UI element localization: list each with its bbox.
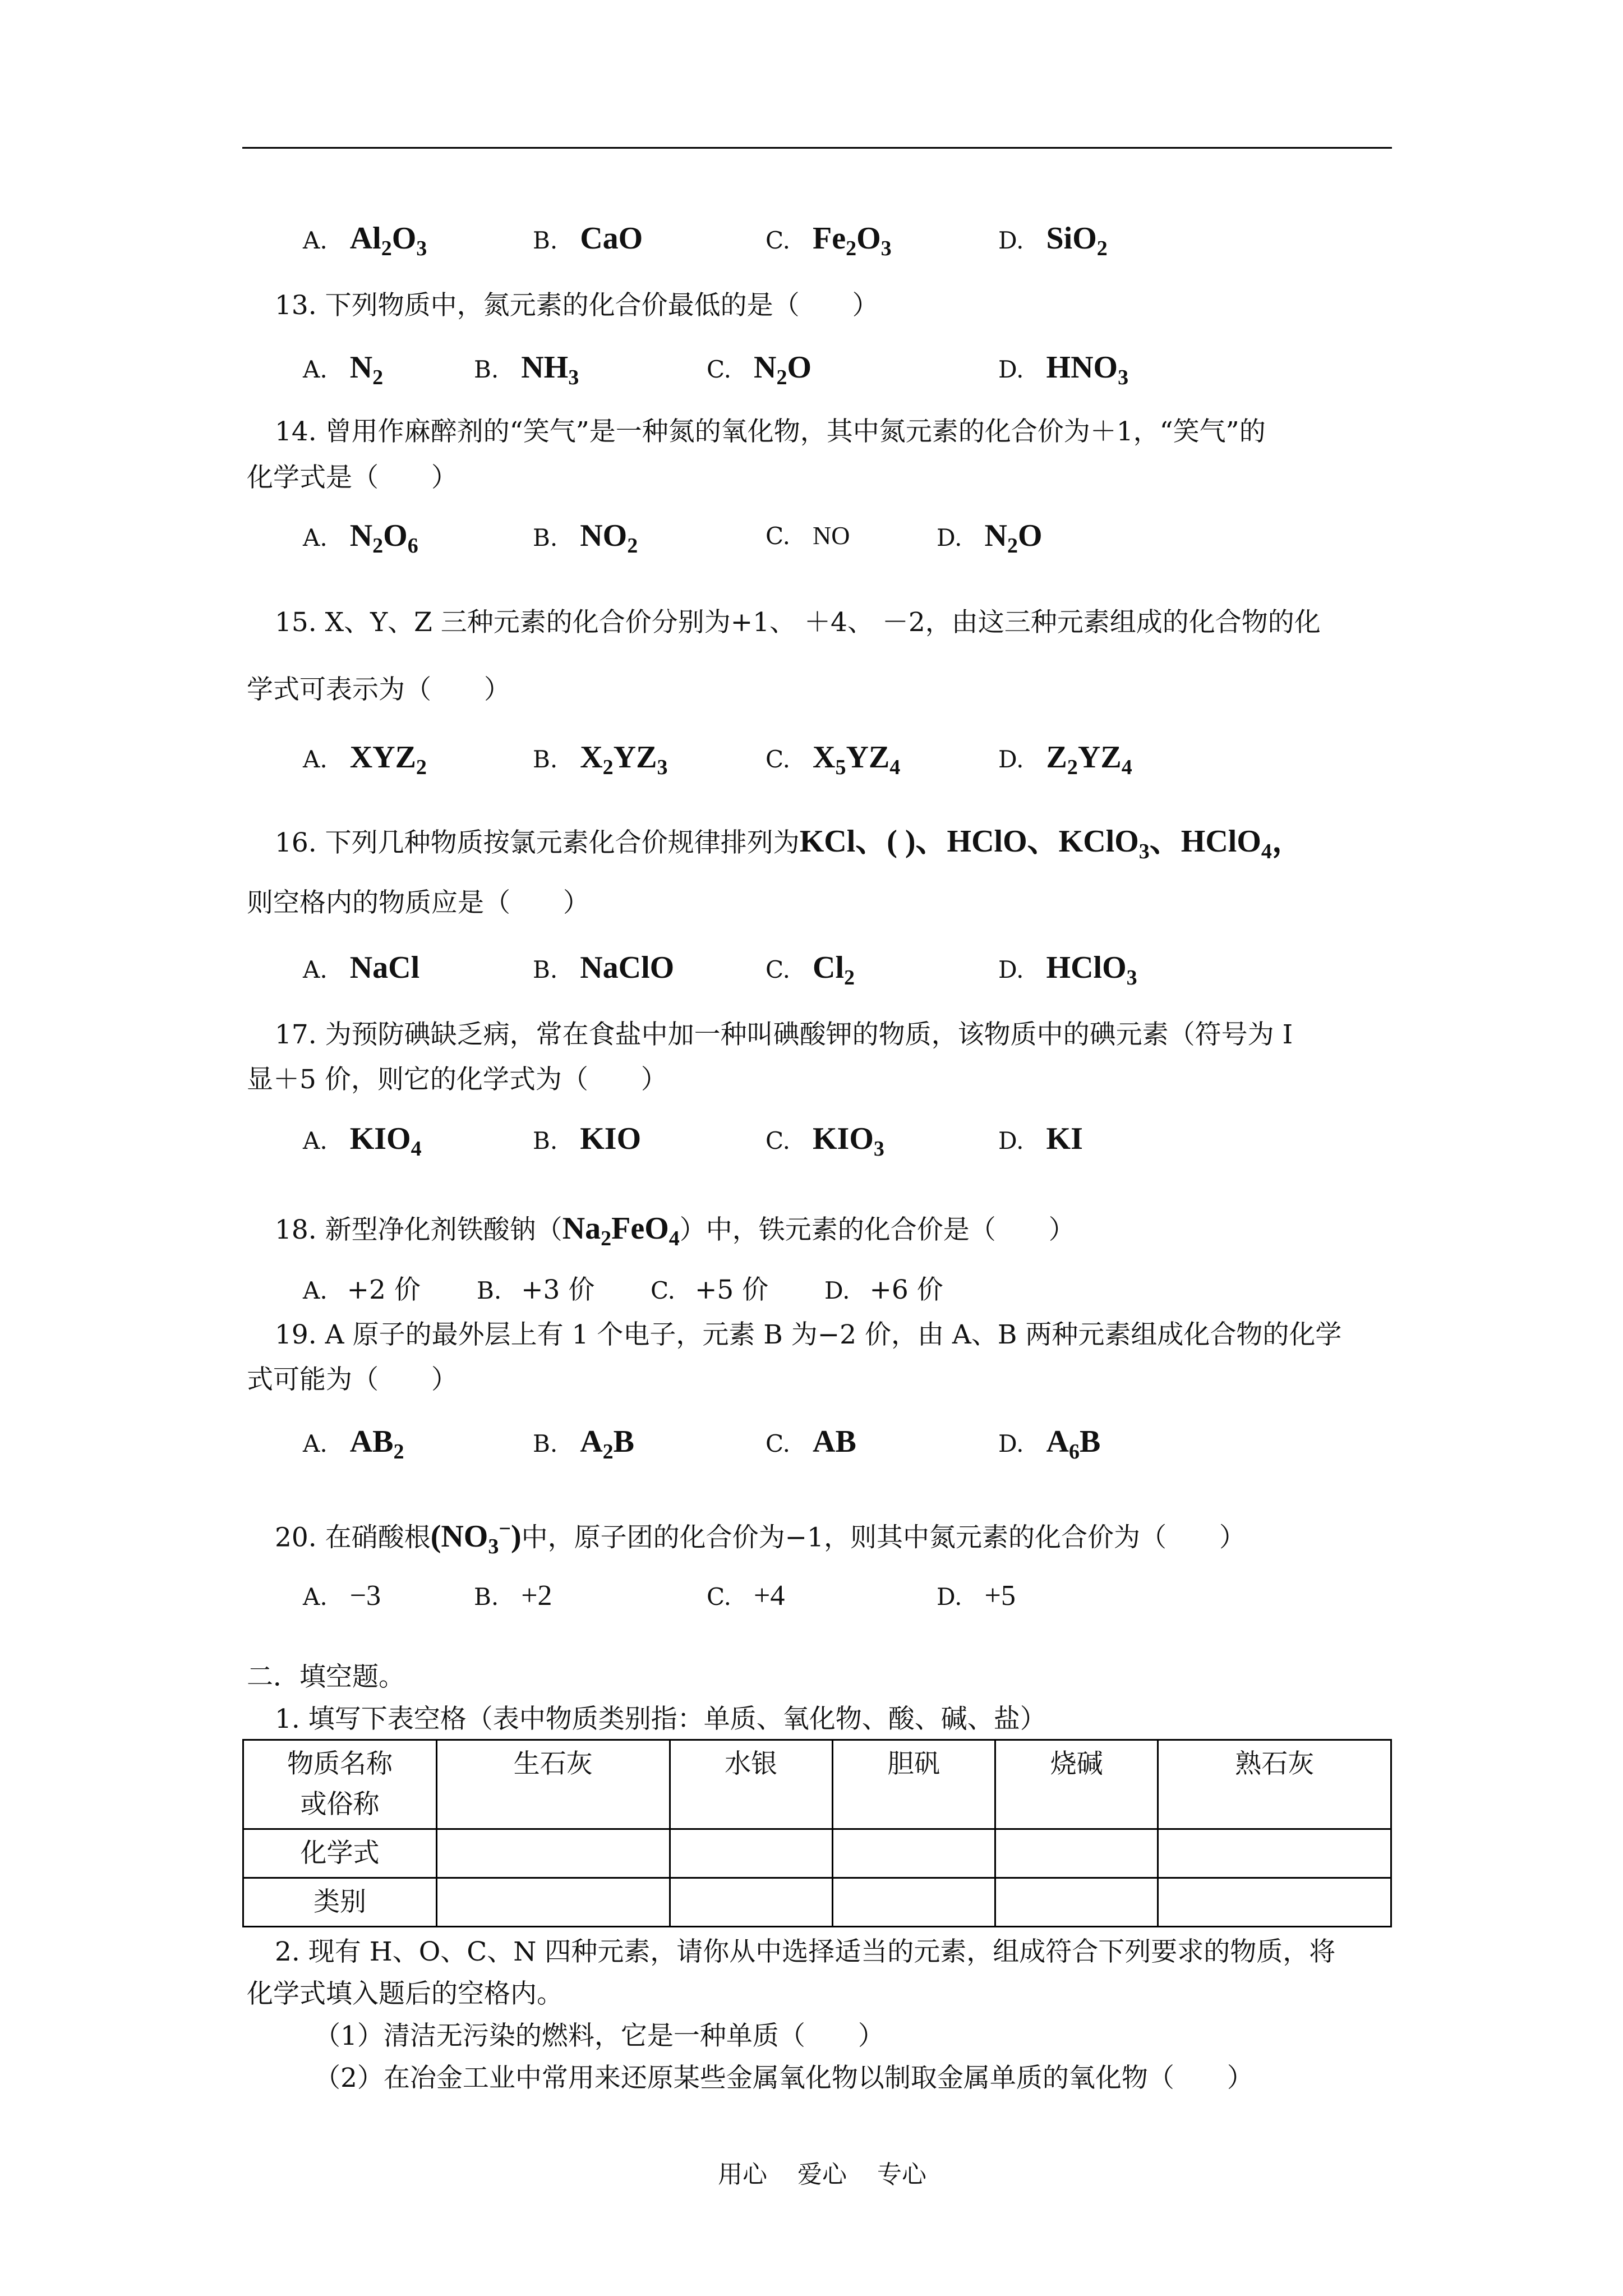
option-c[interactable]: C. +5 价 xyxy=(651,1274,769,1305)
option-b[interactable]: B. $X_2YZ_3$ xyxy=(533,740,668,780)
table-row xyxy=(243,1829,1391,1878)
option-d[interactable]: D. HClO$_3$ xyxy=(998,950,1137,990)
fill-q2-stem-line1: 2. 现有 H、O、C、N 四种元素，请你从中选择适当的元素，组成符合下列要求的物质，将 xyxy=(275,1936,1336,1967)
q17-options xyxy=(0,1119,1623,1161)
option-c[interactable]: C. AB xyxy=(766,1424,856,1459)
option-a[interactable]: A. $N_2$ xyxy=(303,350,384,390)
option-c[interactable]: C. $N_2O$ xyxy=(707,350,812,390)
table-row xyxy=(243,1740,1391,1829)
col-header: 烧碱 xyxy=(995,1740,1158,1829)
q20-stem-pre: 20. 在硝酸根 xyxy=(275,1522,431,1553)
table-row xyxy=(243,1878,1391,1927)
q16-stem-formula: KCl、( )、HClO、KClO$_3$、HClO$_4$， xyxy=(799,824,1303,864)
option-a[interactable]: A. NaCl xyxy=(303,950,420,985)
q20-options xyxy=(0,1576,1623,1616)
option-b[interactable]: B. NaClO xyxy=(533,950,675,985)
option-d[interactable]: D. +5 xyxy=(937,1580,1016,1612)
q19-stem-line1: 19. A 原子的最外层上有 1 个电子，元素 B 为−2 价，由 A、B 两种元素组成化合物的化学 xyxy=(275,1319,1342,1350)
option-a[interactable]: A. $XYZ_2$ xyxy=(303,740,427,780)
option-d[interactable]: D. +6 价 xyxy=(824,1274,943,1305)
option-d[interactable]: D. $Z_2YZ_4$ xyxy=(998,740,1132,780)
fill-q2-sub2: （2）在冶金工业中常用来还原某些金属氧化物以制取金属单质的氧化物（ ） xyxy=(314,2063,1253,2093)
q15-options xyxy=(0,738,1623,780)
col-header: 胆矾 xyxy=(832,1740,995,1829)
option-a[interactable]: A. $KIO_4$ xyxy=(303,1121,422,1161)
fill-q2-sub1: （1）清洁无污染的燃料，它是一种单质（ ） xyxy=(314,2021,884,2051)
q13-stem: 13. 下列物质中，氮元素的化合价最低的是（ ） xyxy=(275,290,879,321)
q13-options xyxy=(0,348,1623,390)
answer-cell[interactable] xyxy=(437,1829,670,1878)
q14-stem-line1: 14. 曾用作麻醉剂的“笑气”是一种氮的氧化物，其中氮元素的化合价为＋1，“笑气”的 xyxy=(275,416,1266,447)
option-d[interactable]: D. $N_2O$ xyxy=(937,518,1043,558)
option-a[interactable]: A. $AB_2$ xyxy=(303,1424,404,1464)
q14-stem-line2: 化学式是（ ） xyxy=(247,462,458,493)
fill-q1-stem: 1. 填写下表空格（表中物质类别指：单质、氧化物、酸、碱、盐） xyxy=(275,1704,1046,1734)
q17-stem-line1: 17. 为预防碘缺乏病，常在食盐中加一种叫碘酸钾的物质，该物质中的碘元素（符号为 I xyxy=(275,1019,1293,1050)
col-header: 生石灰 xyxy=(437,1740,670,1829)
q14-options xyxy=(0,516,1623,558)
answer-cell[interactable] xyxy=(832,1829,995,1878)
option-c[interactable]: C. $Fe_2O_3$ xyxy=(766,221,892,261)
option-c[interactable]: C. $X_5YZ_4$ xyxy=(766,740,901,780)
q18-stem-pre: 18. 新型净化剂铁酸钠（ xyxy=(275,1214,562,1245)
option-b[interactable]: B. $NO_2$ xyxy=(533,518,638,558)
q20-stem-formula: $(NO_3^-)$ xyxy=(430,1517,522,1558)
fill-q2-stem-line2: 化学式填入题后的空格内。 xyxy=(247,1978,563,2009)
option-a[interactable]: A. +2 价 xyxy=(303,1274,421,1305)
q16-stem-line1 xyxy=(275,825,1303,868)
q20-stem-post: 中，原子团的化合价为−1，则其中氮元素的化合价为（ ） xyxy=(521,1522,1246,1553)
option-b[interactable]: B. +3 价 xyxy=(477,1274,595,1305)
option-d[interactable]: D. $A_6B$ xyxy=(998,1424,1101,1464)
option-d[interactable]: D. KI xyxy=(998,1121,1083,1156)
answer-cell[interactable] xyxy=(995,1878,1158,1927)
substance-table xyxy=(242,1739,1392,1927)
header-rule xyxy=(242,147,1392,149)
option-b[interactable]: B. CaO xyxy=(533,221,643,256)
answer-cell[interactable] xyxy=(832,1878,995,1927)
q20-stem xyxy=(275,1506,1246,1569)
answer-cell[interactable] xyxy=(1158,1829,1391,1878)
page-footer: 用心 爱心 专心 xyxy=(718,2160,926,2189)
section-title: 二．填空题。 xyxy=(247,1662,405,1692)
option-b[interactable]: B. $NH_3$ xyxy=(474,350,579,390)
q15-stem-line2: 学式可表示为（ ） xyxy=(247,674,510,705)
q15-stem-line1: 15. X、Y、Z 三种元素的化合价分别为+1、 ＋4、 －2，由这三种元素组成的化合物的化 xyxy=(275,607,1321,638)
q16-options xyxy=(0,948,1623,990)
answer-cell[interactable] xyxy=(1158,1878,1391,1927)
answer-cell[interactable] xyxy=(995,1829,1158,1878)
option-d[interactable]: D. SiO$_2$ xyxy=(998,221,1108,261)
option-b[interactable]: B. +2 xyxy=(474,1580,552,1612)
option-c[interactable]: C. $Cl_2$ xyxy=(766,950,855,990)
q18-stem-formula: $Na_2FeO_4$ xyxy=(562,1211,680,1251)
option-a[interactable]: A. $Al_2O_3$ xyxy=(303,221,427,261)
q12-options xyxy=(0,219,1623,261)
option-c[interactable]: C. $KIO_3$ xyxy=(766,1121,884,1161)
q16-stem-text: 16. 下列几种物质按氯元素化合价规律排列为 xyxy=(275,827,800,858)
q18-stem-post: ）中，铁元素的化合价是（ ） xyxy=(679,1214,1075,1245)
row-header-category: 类别 xyxy=(243,1878,437,1927)
option-a[interactable]: A. $N_2O_6$ xyxy=(303,518,418,558)
option-a[interactable]: A. −3 xyxy=(303,1580,381,1612)
answer-cell[interactable] xyxy=(670,1878,832,1927)
option-d[interactable]: D. $HNO_3$ xyxy=(998,350,1129,390)
option-b[interactable]: B. KIO xyxy=(533,1121,642,1156)
answer-cell[interactable] xyxy=(670,1829,832,1878)
q18-stem xyxy=(275,1206,1075,1261)
q19-options xyxy=(0,1422,1623,1464)
q19-stem-line2: 式可能为（ ） xyxy=(247,1364,458,1395)
option-b[interactable]: B. $A_2B$ xyxy=(533,1424,635,1464)
option-c[interactable]: C. +4 xyxy=(707,1580,785,1612)
row-header-name: 物质名称 或俗称 xyxy=(243,1740,437,1829)
option-c[interactable]: C. NO xyxy=(766,521,850,550)
col-header: 熟石灰 xyxy=(1158,1740,1391,1829)
q16-stem-line2: 则空格内的物质应是（ ） xyxy=(247,887,589,918)
q17-stem-line2: 显＋5 价，则它的化学式为（ ） xyxy=(247,1064,667,1095)
col-header: 水银 xyxy=(670,1740,832,1829)
row-header-formula: 化学式 xyxy=(243,1829,437,1878)
q18-options xyxy=(0,1271,1623,1310)
answer-cell[interactable] xyxy=(437,1878,670,1927)
